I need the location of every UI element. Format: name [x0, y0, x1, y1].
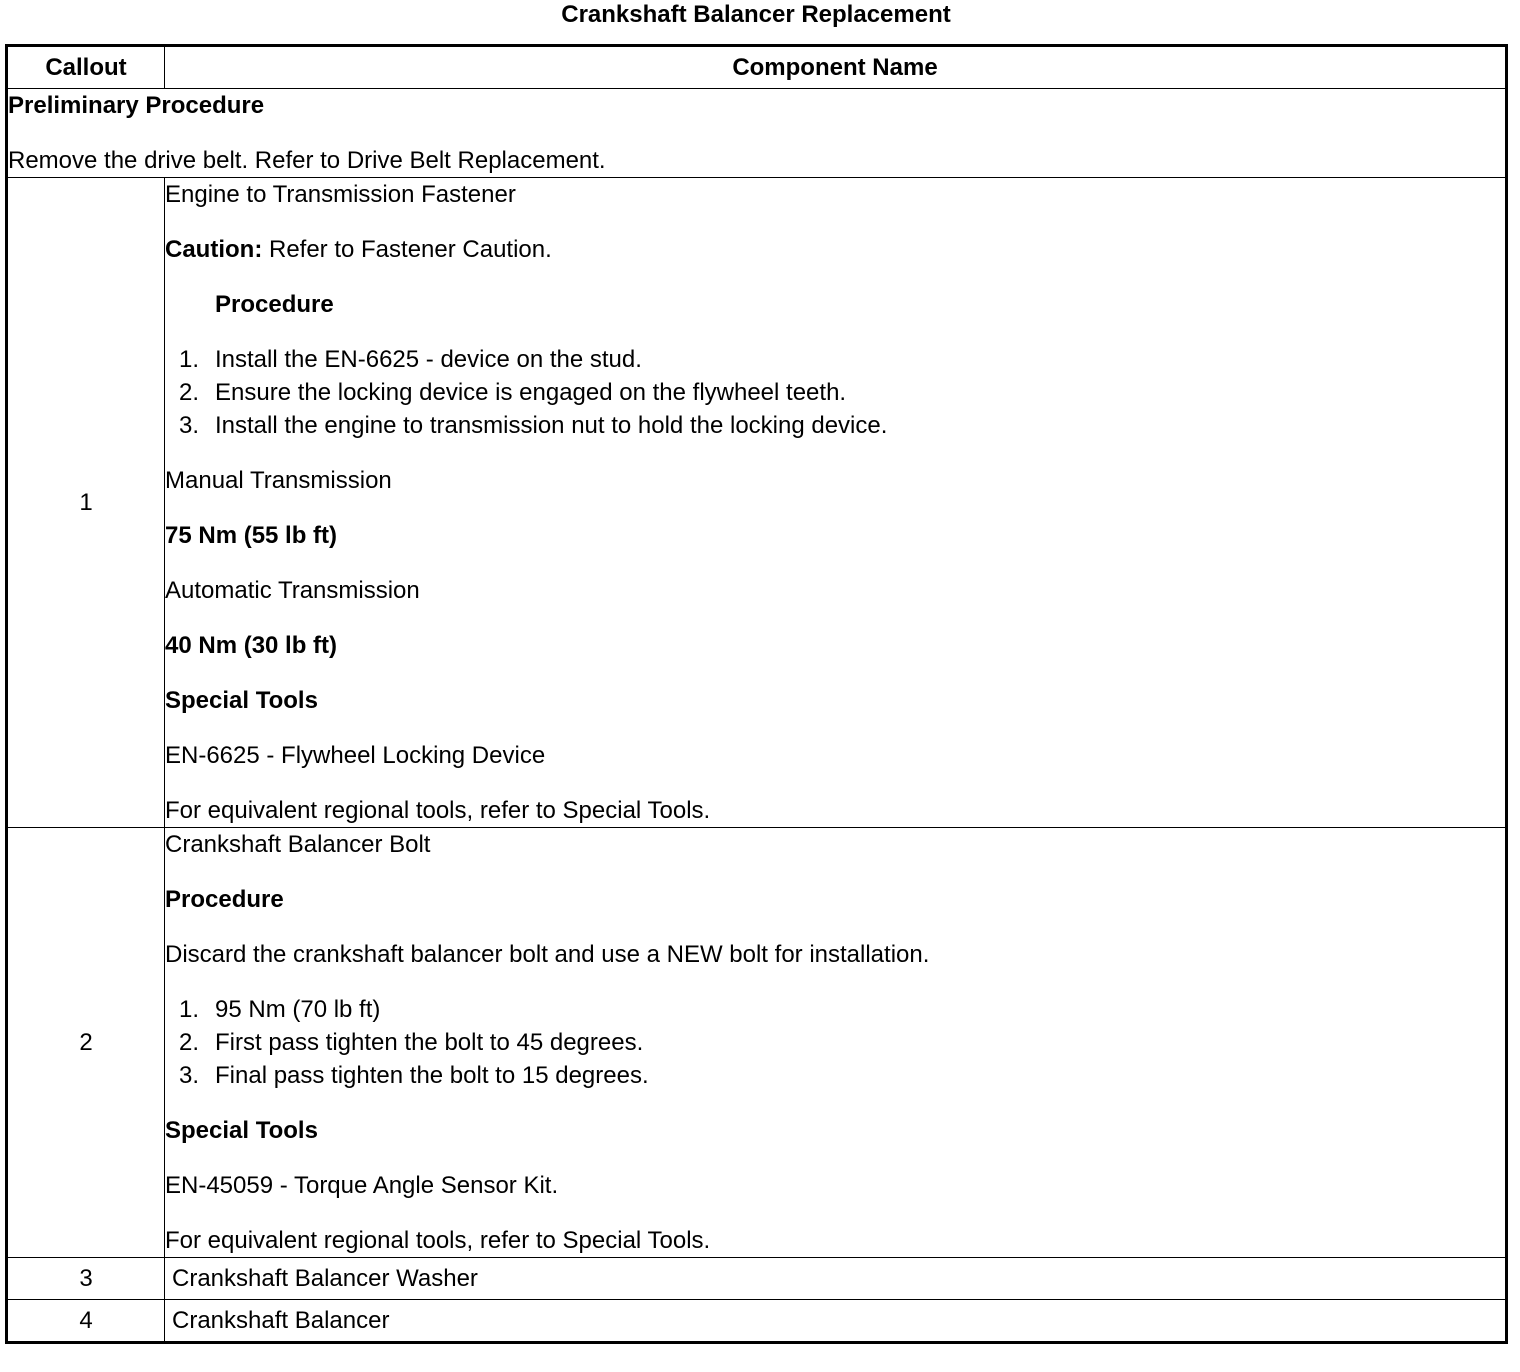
automatic-transmission-label: Automatic Transmission	[165, 577, 420, 604]
table-row	[7, 828, 1507, 1258]
caution-line	[165, 233, 1505, 266]
special-tools-heading: Special Tools	[165, 687, 318, 714]
list-item	[165, 343, 1505, 376]
list-item	[165, 1059, 1505, 1092]
page-title: Crankshaft Balancer Replacement	[561, 1, 951, 28]
preliminary-text: Remove the drive belt. Refer to Drive Belt Replacement.	[8, 147, 606, 174]
procedure-heading: Procedure	[215, 291, 334, 318]
list-item	[165, 1026, 1505, 1059]
preliminary-cell	[7, 89, 1507, 178]
special-tools-heading: Special Tools	[165, 1117, 318, 1144]
step-number: 3.	[179, 1062, 200, 1089]
callout-cell: 1	[7, 178, 165, 828]
step-text: Ensure the locking device is engaged on the flywheel teeth.	[215, 379, 847, 406]
caution-text: Refer to Fastener Caution.	[262, 236, 552, 263]
step-text: 95 Nm (70 lb ft)	[215, 996, 381, 1023]
step-number: 1.	[179, 346, 200, 373]
manual-torque-spec: 75 Nm (55 lb ft)	[165, 522, 338, 549]
callout-cell: 4	[7, 1300, 165, 1343]
component-name: Crankshaft Balancer	[165, 1300, 1507, 1343]
table-row	[7, 1300, 1507, 1343]
special-tools-note: For equivalent regional tools, refer to Special Tools.	[165, 797, 711, 824]
component-name: Engine to Transmission Fastener	[165, 181, 516, 208]
manual-transmission-label: Manual Transmission	[165, 467, 392, 494]
table-row	[7, 1258, 1507, 1300]
component-table	[5, 44, 1508, 1344]
step-number: 1.	[179, 996, 200, 1023]
procedure-text: Discard the crankshaft balancer bolt and use a NEW bolt for installation.	[165, 941, 930, 968]
step-text: First pass tighten the bolt to 45 degrees.	[215, 1029, 644, 1056]
step-text: Install the EN-6625 - device on the stud.	[215, 346, 642, 373]
special-tool-item: EN-45059 - Torque Angle Sensor Kit.	[165, 1172, 559, 1199]
step-text: Install the engine to transmission nut to hold the locking device.	[215, 412, 888, 439]
component-name: Crankshaft Balancer Washer	[165, 1258, 1507, 1300]
component-name: Crankshaft Balancer Bolt	[165, 831, 431, 858]
procedure-steps	[165, 993, 1505, 1092]
step-text: Final pass tighten the bolt to 15 degrees.	[215, 1062, 649, 1089]
table-header-row	[7, 46, 1507, 89]
step-number: 3.	[179, 412, 200, 439]
component-name-column-header: Component Name	[165, 46, 1507, 89]
procedure-steps	[165, 343, 1505, 442]
preliminary-heading: Preliminary Procedure	[8, 92, 265, 119]
table-row	[7, 178, 1507, 828]
preliminary-row	[7, 89, 1507, 178]
step-number: 2.	[179, 1029, 200, 1056]
callout-column-header: Callout	[7, 46, 165, 89]
step-number: 2.	[179, 379, 200, 406]
special-tool-item: EN-6625 - Flywheel Locking Device	[165, 742, 546, 769]
caution-label: Caution:	[165, 236, 263, 263]
component-cell	[165, 828, 1507, 1258]
callout-cell: 3	[7, 1258, 165, 1300]
list-item	[165, 376, 1505, 409]
callout-cell: 2	[7, 828, 165, 1258]
component-cell	[165, 178, 1507, 828]
special-tools-note: For equivalent regional tools, refer to Special Tools.	[165, 1227, 711, 1254]
procedure-heading: Procedure	[165, 886, 284, 913]
list-item	[165, 993, 1505, 1026]
automatic-torque-spec: 40 Nm (30 lb ft)	[165, 632, 338, 659]
list-item	[165, 409, 1505, 442]
